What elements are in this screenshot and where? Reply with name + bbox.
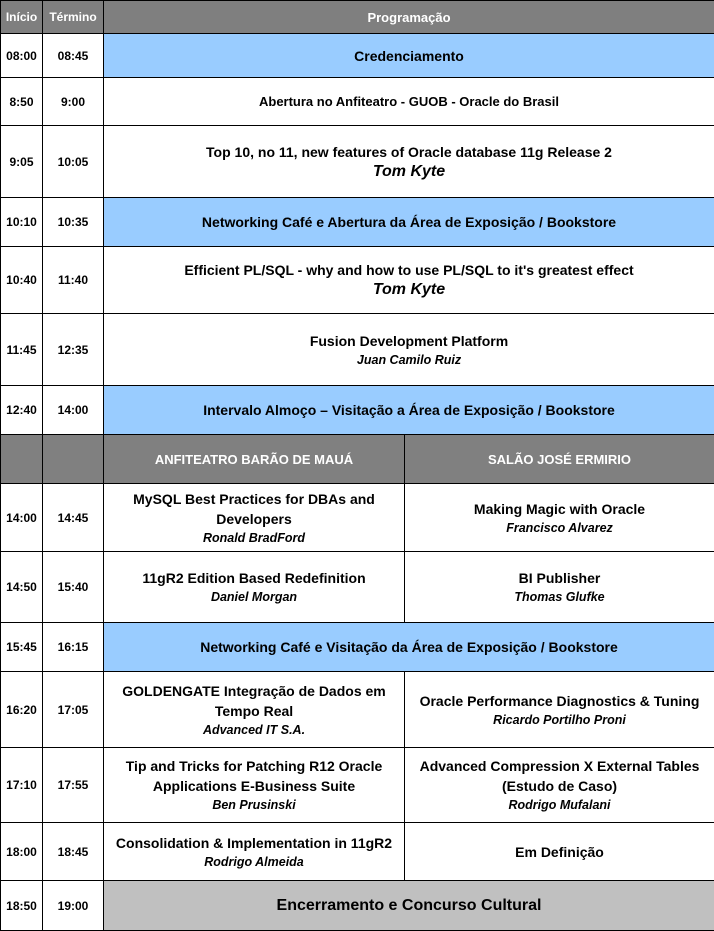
session-speaker: Tom Kyte [108,280,710,300]
start-time: 18:00 [1,823,43,881]
table-row [1,623,714,672]
end-time: 17:55 [43,748,104,823]
start-time: 18:50 [1,881,43,931]
start-time: 17:10 [1,748,43,823]
end-time: 11:40 [43,247,104,314]
end-time: 12:35 [43,314,104,386]
end-time: 16:15 [43,623,104,672]
session-title: 11gR2 Edition Based Redefinition [108,568,400,588]
session-cell [104,78,714,126]
session-title: Abertura no Anfiteatro - GUOB - Oracle do Brasil [108,92,710,112]
session-title: Making Magic with Oracle [409,499,710,519]
session-cell-left [104,823,405,881]
start-time: 16:20 [1,672,43,748]
session-title: BI Publisher [409,568,710,588]
table-row [1,314,714,386]
session-cell [104,126,714,198]
end-time: 15:40 [43,552,104,623]
session-cell [104,386,714,435]
session-cell-right [405,484,714,552]
header-program: Programação [104,1,714,34]
session-speaker: Ronald BradFord [108,529,400,547]
session-cell [104,623,714,672]
header-end: Término [43,1,104,34]
session-speaker: Juan Camilo Ruiz [108,351,710,369]
table-row [1,386,714,435]
table-row [1,126,714,198]
end-time: 10:35 [43,198,104,247]
session-cell-left [104,748,405,823]
session-title: Fusion Development Platform [108,331,710,351]
rooms-header-row [1,435,714,484]
room-right: SALÃO JOSÉ ERMIRIO [405,435,714,484]
table-row [1,78,714,126]
end-time: 08:45 [43,34,104,78]
session-title: Intervalo Almoço – Visitação a Área de Exposição / Bookstore [108,400,710,420]
end-time: 19:00 [43,881,104,931]
session-speaker: Ben Prusinski [108,796,400,814]
session-title: Top 10, no 11, new features of Oracle database 11g Release 2 [108,142,710,162]
session-cell [104,34,714,78]
start-time: 10:40 [1,247,43,314]
start-time: 15:45 [1,623,43,672]
session-speaker: Francisco Alvarez [409,519,710,537]
blank-cell [1,435,43,484]
start-time: 14:50 [1,552,43,623]
end-time: 10:05 [43,126,104,198]
end-time: 9:00 [43,78,104,126]
session-title: Em Definição [409,842,710,862]
start-time: 14:00 [1,484,43,552]
session-cell-right [405,823,714,881]
session-speaker: Thomas Glufke [409,588,710,606]
session-title: Efficient PL/SQL - why and how to use PL/SQL to it's greatest effect [108,260,710,280]
session-cell [104,314,714,386]
table-row [1,748,714,823]
session-title: Oracle Performance Diagnostics & Tuning [409,691,710,711]
header-row [1,1,714,34]
closing-row [1,881,714,931]
table-row [1,484,714,552]
start-time: 12:40 [1,386,43,435]
start-time: 8:50 [1,78,43,126]
session-title: Networking Café e Visitação da Área de Exposição / Bookstore [108,637,710,657]
room-left: ANFITEATRO BARÃO DE MAUÁ [104,435,405,484]
end-time: 14:45 [43,484,104,552]
session-title: Advanced Compression X External Tables (Estudo de Caso) [409,756,710,796]
start-time: 9:05 [1,126,43,198]
session-speaker: Daniel Morgan [108,588,400,606]
session-cell-left [104,484,405,552]
start-time: 08:00 [1,34,43,78]
session-speaker: Rodrigo Mufalani [409,796,710,814]
session-title: Tip and Tricks for Patching R12 Oracle Applications E-Business Suite [108,756,400,796]
session-title: MySQL Best Practices for DBAs and Developers [108,489,400,529]
table-row [1,552,714,623]
session-cell-right [405,552,714,623]
header-start: Início [1,1,43,34]
closing-cell: Encerramento e Concurso Cultural [104,881,714,931]
session-title: Credenciamento [108,46,710,66]
session-cell-right [405,748,714,823]
session-cell [104,198,714,247]
table-row [1,672,714,748]
start-time: 11:45 [1,314,43,386]
table-row [1,34,714,78]
session-speaker: Tom Kyte [108,162,710,182]
session-cell-left [104,552,405,623]
table-row [1,247,714,314]
table-row [1,823,714,881]
session-title: Networking Café e Abertura da Área de Exposição / Bookstore [108,212,710,232]
session-cell [104,247,714,314]
session-cell-right [405,672,714,748]
blank-cell [43,435,104,484]
session-speaker: Ricardo Portilho Proni [409,711,710,729]
session-speaker: Rodrigo Almeida [108,853,400,871]
session-title: Consolidation & Implementation in 11gR2 [108,833,400,853]
end-time: 14:00 [43,386,104,435]
session-speaker: Advanced IT S.A. [108,721,400,739]
table-row [1,198,714,247]
end-time: 18:45 [43,823,104,881]
end-time: 17:05 [43,672,104,748]
session-cell-left [104,672,405,748]
start-time: 10:10 [1,198,43,247]
session-title: GOLDENGATE Integração de Dados em Tempo Real [108,681,400,721]
